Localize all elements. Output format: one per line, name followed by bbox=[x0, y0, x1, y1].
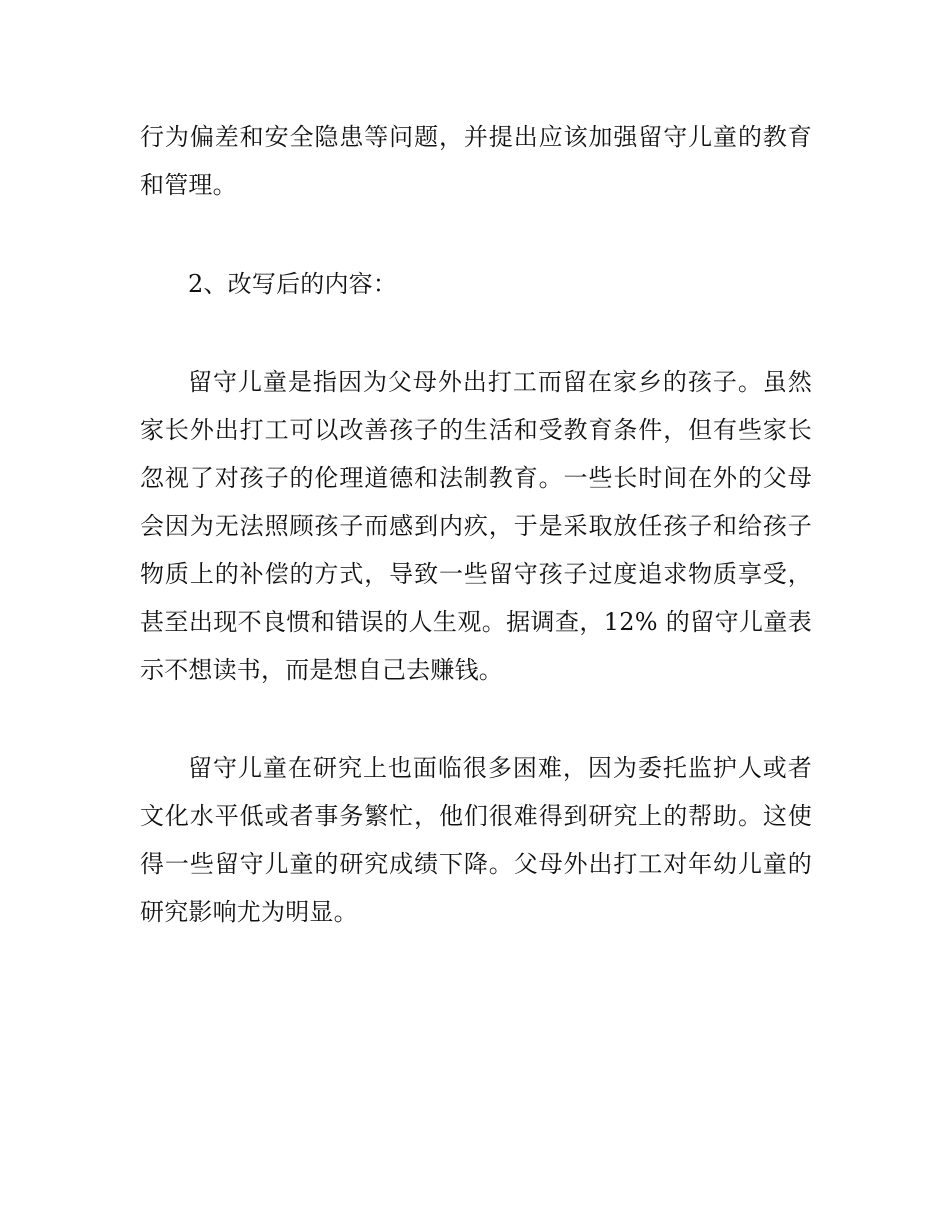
paragraph-body-2: 留守儿童在研究上也面临很多困难，因为委托监护人或者文化水平低或者事务繁忙，他们很难得到研究上的帮助。这使得一些留守儿童的研究成绩下降。父母外出打工对年幼儿童的研究影响尤为明显。 bbox=[140, 754, 812, 926]
section-heading: 2、改写后的内容： bbox=[188, 270, 398, 298]
paragraph-body-1: 留守儿童是指因为父母外出打工而留在家乡的孩子。虽然家长外出打工可以改善孩子的生活和受教育条件，但有些家长忽视了对孩子的伦理道德和法制教育。一些长时间在外的父母会因为无法照顾孩子而感到内疚，于是采取放任孩子和给孩子物质上的补偿的方式，导致一些留守孩子过度追求物质享受，甚至出现不良惯和错误的人生观。据调查，12% 的留守儿童表示不想读书，而是想自己去赚钱。 bbox=[140, 368, 812, 684]
paragraph-continuation: 行为偏差和安全隐患等问题，并提出应该加强留守儿童的教育和管理。 bbox=[140, 123, 812, 199]
